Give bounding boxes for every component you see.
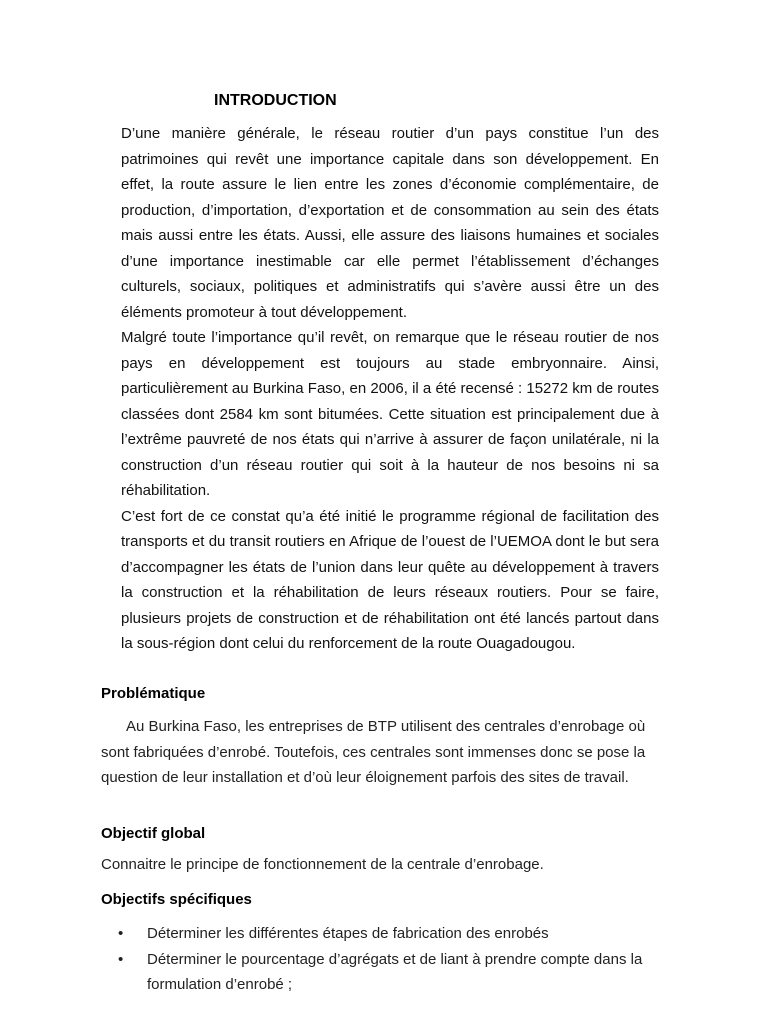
list-item bbox=[101, 947, 671, 998]
specific-objectives-heading: Objectifs spécifiques bbox=[101, 891, 252, 908]
problem-text: Au Burkina Faso, les entreprises de BTP utilisent des centrales d’enrobage où sont fabriquées d’enrobé. Toutefois, ces centrales sont immenses donc se pose la question de leur installation et d’où leur éloignement parfois des sites de travail. bbox=[101, 718, 646, 786]
introduction-title: INTRODUCTION bbox=[214, 92, 337, 109]
intro-paragraph-1: D’une manière générale, le réseau routier d’un pays constitue l’un des patrimoines qui revêt une importance capitale dans son développement. En effet, la route assure le lien entre les zones d’économie complémentaire, de production, d’importation, d’exportation et de consommation au sein des états mais aussi entre les états. Aussi, elle assure des liaisons humaines et sociales d’une importance inestimable car elle permet l’établissement d’échanges culturels, sociaux, politiques et administratifs qui s’avère aussi être un des éléments promoteur à tout développement. bbox=[121, 125, 659, 321]
list-item-text: Déterminer le pourcentage d’agrégats et de liant à prendre compte dans la formulation d’enrobé ; bbox=[147, 950, 643, 993]
bullet-icon: • bbox=[118, 950, 124, 968]
specific-objectives-list bbox=[101, 921, 671, 998]
bullet-icon: • bbox=[118, 925, 124, 942]
list-item bbox=[101, 921, 671, 947]
global-objective-text: Connaitre le principe de fonctionnement de la centrale d’enrobage. bbox=[101, 856, 544, 873]
problem-heading: Problématique bbox=[101, 685, 206, 702]
list-item-text: Déterminer les différentes étapes de fabrication des enrobés bbox=[147, 925, 549, 942]
global-objective-heading: Objectif global bbox=[101, 825, 206, 842]
intro-paragraph-3: C’est fort de ce constat qu’a été initié le programme régional de facilitation des transports et du transit routiers en Afrique de l’ouest de l’UEMOA dont le but sera d’accompagner les états de l’union dans leur quête au développement à travers la construction et la réhabilitation de leurs réseaux routiers. Pour se faire, plusieurs projets de construction et de réhabilitation ont été lancés partout dans la sous-région dont celui du renforcement de la route Ouagadougou. bbox=[121, 507, 659, 652]
problem-paragraph bbox=[101, 714, 653, 791]
intro-paragraph-2: Malgré toute l’importance qu’il revêt, on remarque que le réseau routier de nos pays en développement est toujours au stade embryonnaire. Ainsi, particulièrement au Burkina Faso, en 2006, il a été recensé : 15272 km de routes classées dont 2584 km sont bitumées. Cette situation est principalement due à l’extrême pauvreté de nos états qui n’arrive à assurer de façon unilatérale, ni la construction d’un réseau routier qui soit à la hauteur de nos besoins ni sa réhabilitation. bbox=[121, 329, 659, 499]
introduction-body bbox=[121, 121, 659, 657]
